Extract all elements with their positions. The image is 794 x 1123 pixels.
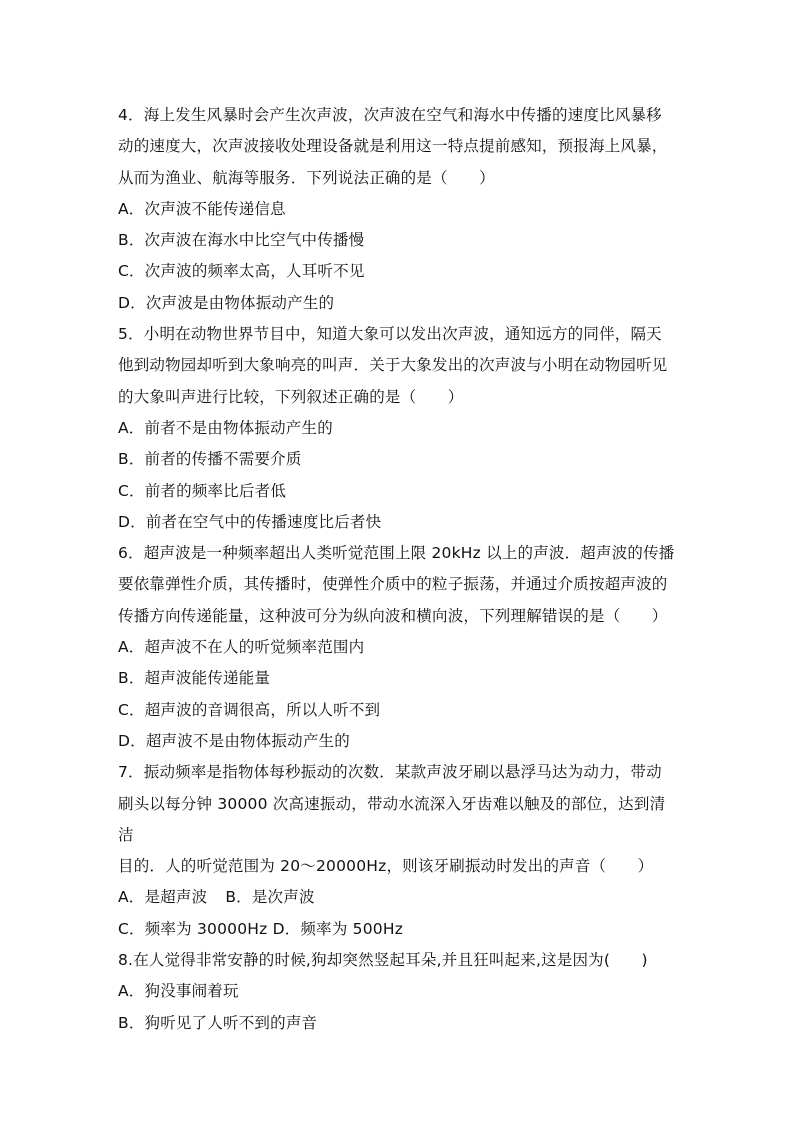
question-6 xyxy=(118,538,678,757)
option-a: A．是超声波 xyxy=(118,888,208,907)
option-b: B．前者的传播不需要介质 xyxy=(118,450,302,469)
option-a: A．次声波不能传递信息 xyxy=(118,199,286,218)
question-stem-line: 6．超声波是一种频率超出人类听觉范围上限 20kHz 以上的声波．超声波的传播 xyxy=(118,544,675,563)
option-b: B．是次声波 xyxy=(225,888,315,907)
option-c: C．前者的频率比后者低 xyxy=(118,481,287,500)
question-8 xyxy=(118,945,678,1039)
option-a: A．超声波不在人的听觉频率范围内 xyxy=(118,638,365,657)
option-a: A．狗没事闹着玩 xyxy=(118,982,239,1001)
option-b: B．超声波能传递能量 xyxy=(118,669,271,688)
option-row-ab xyxy=(118,882,678,913)
question-stem-line: 4．海上发生风暴时会产生次声波，次声波在空气和海水中传播的速度比风暴移 xyxy=(118,106,662,124)
option-d: D．次声波是由物体振动产生的 xyxy=(118,293,335,312)
option-row-cd xyxy=(118,914,678,945)
option-d: D．频率为 500Hz xyxy=(272,919,404,938)
option-b: B．次声波在海水中比空气中传播慢 xyxy=(118,231,365,250)
question-4 xyxy=(118,100,678,319)
question-stem-line: 7．振动频率是指物体每秒振动的次数．某款声波牙刷以悬浮马达为动力，带动 xyxy=(118,763,662,782)
question-stem-line: 5．小明在动物世界节目中，知道大象可以发出次声波，通知远方的同伴，隔天 xyxy=(118,325,662,344)
question-7 xyxy=(118,757,678,945)
option-a: A．前者不是由物体振动产生的 xyxy=(118,418,333,437)
option-d: D．前者在空气中的传播速度比后者快 xyxy=(118,512,382,531)
question-stem-line: 8.在人觉得非常安静的时候,狗却突然竖起耳朵,并且狂叫起来,这是因为( ) xyxy=(118,951,648,970)
question-stem-line: 刷头以每分钟 30000 次高速振动，带动水流深入牙齿难以触及的部位，达到清洁 xyxy=(118,794,666,844)
option-c: C．超声波的音调很高，所以人听不到 xyxy=(118,700,381,719)
option-b: B．狗听见了人听不到的声音 xyxy=(118,1013,318,1032)
question-stem-line: 从而为渔业、航海等服务．下列说法正确的是（ ） xyxy=(118,168,495,187)
question-5 xyxy=(118,319,678,538)
question-stem-line: 他到动物园却听到大象响亮的叫声．关于大象发出的次声波与小明在动物园听见 xyxy=(118,356,668,375)
option-c: C．频率为 30000Hz xyxy=(118,919,268,938)
question-list xyxy=(118,100,678,1039)
option-c: C．次声波的频率太高，人耳听不见 xyxy=(118,262,365,281)
question-stem-line: 要依靠弹性介质，其传播时，使弹性介质中的粒子振荡，并通过介质按超声波的 xyxy=(118,575,668,594)
question-stem-line: 目的．人的听觉范围为 20～20000Hz，则该牙刷振动时发出的声音（ ） xyxy=(118,857,654,876)
question-stem-line: 动的速度大，次声波接收处理设备就是利用这一特点提前感知，预报海上风暴， xyxy=(118,137,668,156)
option-d: D．超声波不是由物体振动产生的 xyxy=(118,731,350,750)
question-stem-line: 传播方向传递能量，这种波可分为纵向波和横向波，下列理解错误的是（ ） xyxy=(118,606,668,625)
question-stem-line: 的大象叫声进行比较，下列叙述正确的是（ ） xyxy=(118,387,464,406)
